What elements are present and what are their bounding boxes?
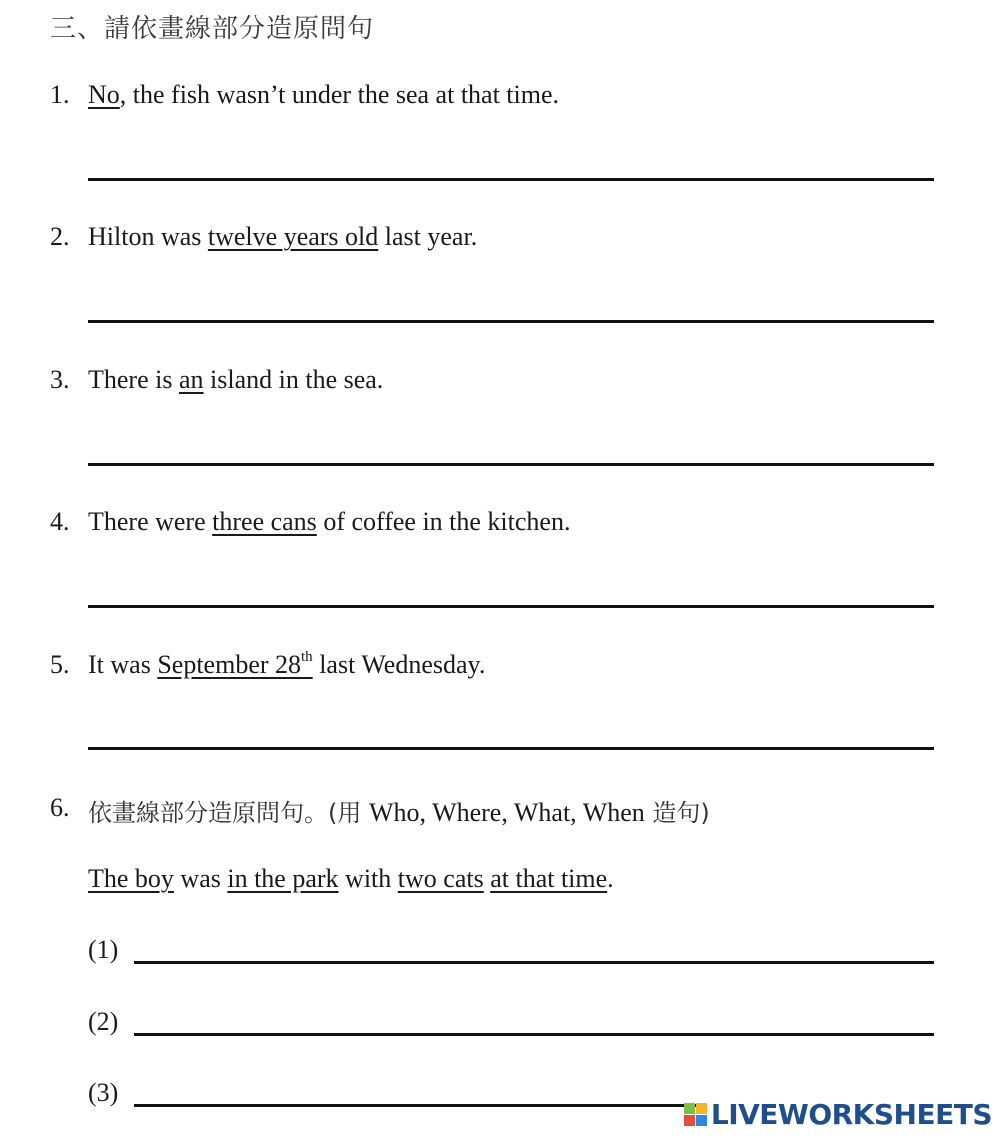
question-text: No, the fish wasn’t under the sea at that time. (88, 80, 560, 109)
question-1 (50, 80, 950, 114)
question-3 (50, 365, 950, 399)
q6-sentence: The boy was in the park with two cats at that time. (88, 864, 614, 893)
question-number: 3. (50, 365, 70, 394)
sub-label-3: (3) (88, 1078, 119, 1107)
liveworksheets-logo-icon (684, 1103, 707, 1126)
brand-text: LIVEWORKSHEETS (710, 1098, 992, 1131)
worksheet-title: 三、請依畫線部分造原問句 (50, 14, 375, 44)
question-number: 2. (50, 222, 70, 251)
answer-line-6-1[interactable] (134, 961, 934, 964)
sub-label-2: (2) (88, 1007, 119, 1036)
question-number: 6. (50, 793, 70, 822)
answer-line-2[interactable] (88, 320, 934, 323)
underlined-phrase: September 28th (157, 649, 313, 679)
question-number: 4. (50, 507, 70, 536)
question-6 (50, 793, 950, 827)
answer-line-4[interactable] (88, 605, 934, 608)
underlined-phrase: three cans (212, 507, 317, 536)
question-text: There were three cans of coffee in the kitchen. (88, 507, 571, 536)
underlined-phrase: twelve years old (207, 222, 379, 251)
underlined-phrase: No (88, 80, 120, 109)
underlined-phrase: two cats (397, 864, 484, 893)
question-4 (50, 507, 950, 541)
answer-line-5[interactable] (88, 747, 934, 750)
question-instruction: 依畫線部分造原問句。(用 Who, Where, What, When 造句) (88, 798, 710, 827)
answer-line-3[interactable] (88, 463, 934, 466)
underlined-phrase: in the park (227, 864, 339, 893)
superscript: th (301, 649, 313, 666)
underlined-phrase: The boy (88, 864, 174, 893)
question-2 (50, 222, 950, 256)
sub-label-1: (1) (88, 935, 119, 964)
question-number: 5. (50, 650, 70, 679)
underlined-phrase: an (178, 365, 204, 394)
question-text: There is an island in the sea. (88, 365, 384, 394)
question-5 (50, 650, 950, 684)
answer-line-1[interactable] (88, 178, 934, 181)
question-text: Hilton was twelve years old last year. (88, 222, 478, 251)
answer-line-6-3[interactable] (134, 1104, 704, 1107)
underlined-phrase: at that time (490, 864, 608, 893)
question-text: It was September 28th last Wednesday. (88, 649, 486, 679)
answer-line-6-2[interactable] (134, 1033, 934, 1036)
question-number: 1. (50, 80, 70, 109)
liveworksheets-brand (684, 1098, 992, 1131)
